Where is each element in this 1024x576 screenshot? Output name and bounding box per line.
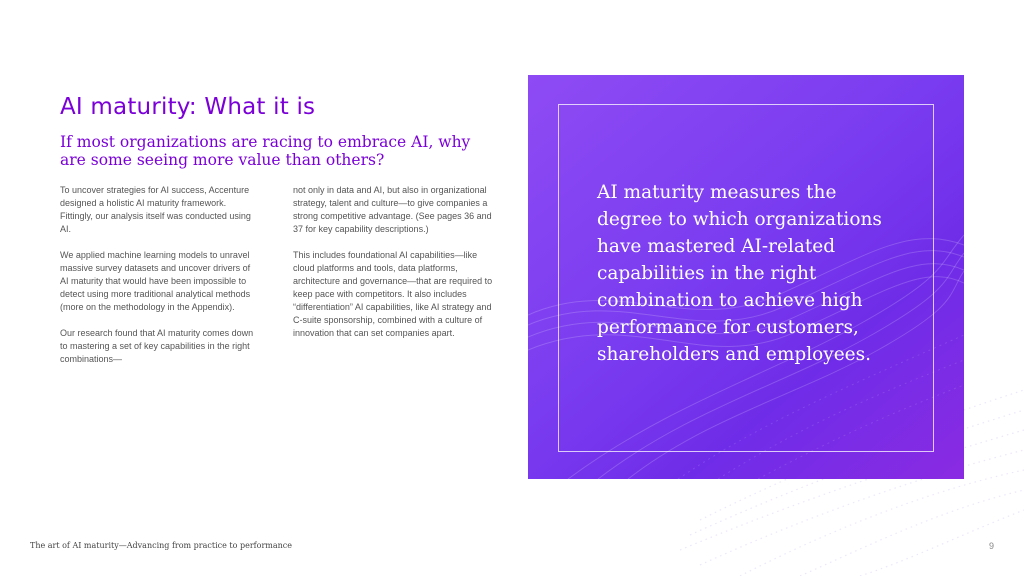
paragraph: Our research found that AI maturity comes down to mastering a set of key capabilities in the right combinations— <box>60 328 254 364</box>
page-number: 9 <box>988 541 994 551</box>
callout-highlight: AI maturity <box>597 182 705 203</box>
body-column-left <box>60 184 260 379</box>
body-column-right <box>293 184 493 353</box>
callout-body: measures the degree to which organizations have mastered AI-related capabilities in the right combination to achieve high performance for customers, shareholders and employees. <box>597 182 882 365</box>
page-title: AI maturity: What it is <box>60 94 316 120</box>
callout-text <box>597 179 907 368</box>
paragraph: We applied machine learning models to unravel massive survey datasets and uncover drivers of AI maturity that would have been impossible to detect using more traditional analytical methods (more on the methodology in the Appendix). <box>60 250 251 312</box>
footer-text: The art of AI maturity—Advancing from practice to performance <box>30 541 292 550</box>
paragraph: This includes foundational AI capabilities—like cloud platforms and tools, data platforms, architecture and governance—that are required to keep pace with competitors. It also includes “differentiation” AI capabilities, like AI strategy and C-suite sponsorship, combined with a culture of innovation that can set companies apart. <box>293 250 493 338</box>
page-subtitle: If most organizations are racing to embrace AI, why are some seeing more value than others? <box>60 133 471 169</box>
paragraph: not only in data and AI, but also in organizational strategy, talent and culture—to give companies a strong competitive advantage. (See pages 36 and 37 for key capability descriptions.) <box>293 185 492 234</box>
paragraph: To uncover strategies for AI success, Accenture designed a holistic AI maturity framework. Fittingly, our analysis itself was conducted using AI. <box>60 185 251 234</box>
callout-panel <box>528 75 964 479</box>
